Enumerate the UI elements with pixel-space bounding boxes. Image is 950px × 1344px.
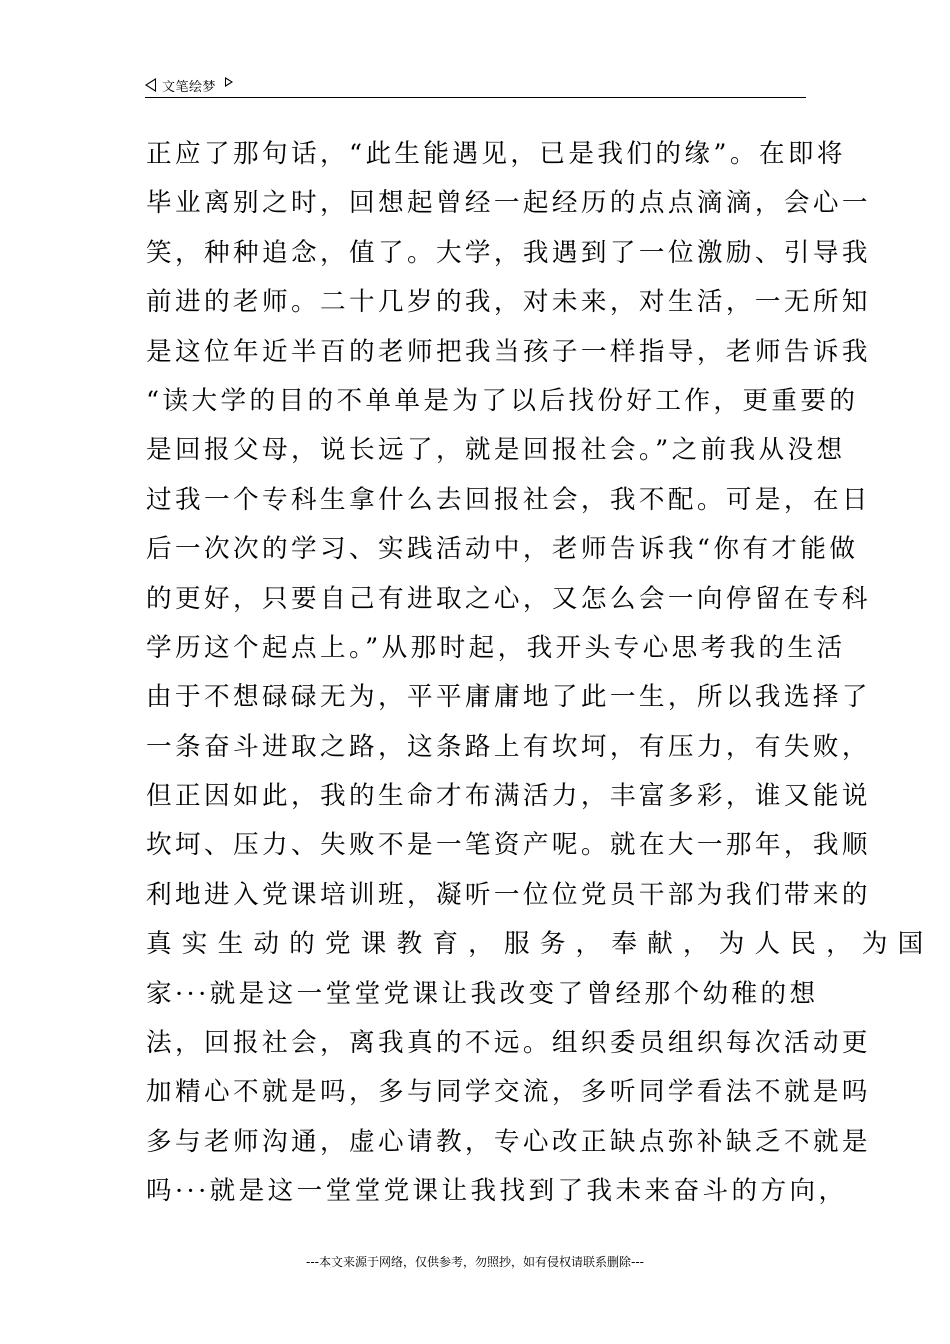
- text-line: 的更好，只要自己有进取之心，又怎么会一向停留在专科: [146, 583, 871, 614]
- text-line: 加精心不就是吗，多与同学交流，多听同学看法不就是吗: [146, 1077, 871, 1108]
- text-line: 法，回报社会，离我真的不远。组织委员组织每次活动更: [146, 1028, 871, 1059]
- footer-notice: ---本文来源于网络，仅供参考，勿照抄，如有侵权请联系删除---: [306, 1255, 644, 1269]
- text-line: 笑，种种追念，值了。大学，我遇到了一位激励、引导我: [146, 237, 871, 268]
- text-line: 但正因如此，我的生命才布满活力，丰富多彩，谁又能说: [146, 781, 871, 812]
- brand-name: 文笔绘梦: [162, 79, 217, 95]
- text-line: 真实生动的党课教育，服务，奉献，为人民，为国: [146, 929, 934, 960]
- text-line: 多与老师沟通，虚心请教，专心改正缺点弥补缺乏不就是: [146, 1126, 871, 1157]
- text-line: 利地进入党课培训班，凝听一位位党员干部为我们带来的: [146, 879, 871, 910]
- text-line: 吗···就是这一堂堂党课让我找到了我未来奋斗的方向，: [146, 1176, 848, 1207]
- triangle-right-icon: [225, 77, 233, 87]
- text-line: 过我一个专科生拿什么去回报社会，我不配。可是，在日: [146, 484, 871, 515]
- text-line: “读大学的目的不单单是为了以后找份好工作，更重要的: [146, 385, 859, 416]
- text-line: 由于不想碌碌无为，平平庸庸地了此一生，所以我选择了: [146, 682, 871, 713]
- text-line: 后一次次的学习、实践活动中，老师告诉我“你有才能做: [146, 534, 859, 565]
- text-line: 家···就是这一堂堂党课让我改变了曾经那个幼稚的想: [146, 978, 819, 1009]
- header-divider: [145, 97, 806, 98]
- text-line: 毕业离别之时，回想起曾经一起经历的点点滴滴，会心一: [146, 188, 871, 219]
- page-header: [145, 74, 806, 96]
- document-body: [146, 130, 934, 1217]
- text-line: 前进的老师。二十几岁的我，对未来，对生活，一无所知: [146, 287, 871, 318]
- text-line: 是回报父母，说长远了，就是回报社会。”之前我从没想: [146, 435, 846, 466]
- text-line: 学历这个起点上。”从那时起，我开头专心思考我的生活: [146, 632, 846, 663]
- text-line: 正应了那句话，“此生能遇见，已是我们的缘”。在即将: [146, 139, 846, 169]
- text-line: 是这位年近半百的老师把我当孩子一样指导，老师告诉我: [146, 336, 871, 367]
- text-line: 坎坷、压力、失败不是一笔资产呢。就在大一那年，我顺: [146, 830, 871, 861]
- triangle-left-icon: [145, 78, 156, 92]
- text-line: 一条奋斗进取之路，这条路上有坎坷，有压力，有失败，: [146, 731, 871, 762]
